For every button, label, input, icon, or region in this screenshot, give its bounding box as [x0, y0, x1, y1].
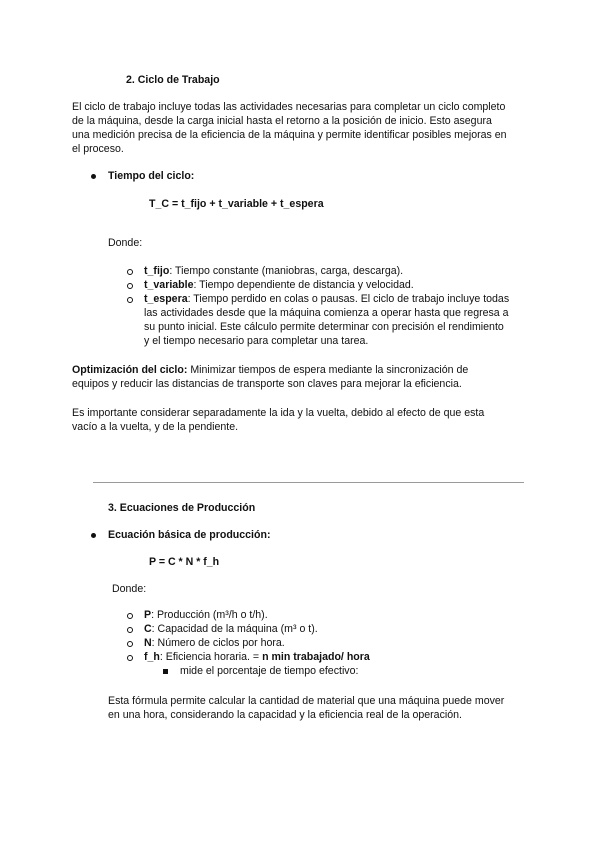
circle-bullet-icon: [127, 641, 133, 647]
term-name: t_fijo: [144, 265, 170, 277]
term-item: [144, 264, 403, 278]
term-name: C: [144, 623, 152, 635]
circle-bullet-icon: [127, 297, 133, 303]
term-desc: : Tiempo constante (maniobras, carga, descarga).: [169, 265, 404, 277]
term-item: [144, 650, 370, 664]
circle-bullet-icon: [127, 613, 133, 619]
paragraph-line: vacío a la vuelta, y de la pendiente.: [72, 421, 239, 433]
term-item: [144, 278, 414, 292]
term-name: t_variable: [144, 279, 194, 291]
term-name: f_h: [144, 651, 160, 663]
term-desc: : Tiempo perdido en colas o pausas. El ciclo de trabajo incluye todas: [187, 293, 510, 305]
production-equation-title: Ecuación básica de producción:: [108, 529, 271, 541]
term-bold-tail: n min trabajado/ hora: [262, 651, 370, 663]
section-3-heading: 3. Ecuaciones de Producción: [108, 502, 256, 514]
paragraph-line: Es importante considerar separadamente la ida y la vuelta, debido al efecto de que esta: [72, 407, 485, 419]
bullet-dot-icon: [91, 174, 96, 179]
paragraph-line: Esta fórmula permite calcular la cantidad de material que una máquina puede mover: [108, 695, 505, 707]
production-formula: P = C * N * f_h: [149, 556, 220, 568]
term-item: [144, 608, 268, 622]
term-desc: : Tiempo dependiente de distancia y velocidad.: [193, 279, 414, 291]
term-desc: : Producción (m³/h o t/h).: [151, 609, 268, 621]
term-item: [144, 292, 509, 306]
term-name: t_espera: [144, 293, 188, 305]
circle-bullet-icon: [127, 269, 133, 275]
term-desc-continued: las actividades desde que la máquina comienza a operar hasta que regresa a: [144, 307, 509, 319]
paragraph-line: una medición precisa de la eficiencia de la máquina y permite identificar posibles mejoras en: [72, 129, 507, 141]
optimization-paragraph: [72, 363, 468, 377]
paragraph-line: el proceso.: [72, 143, 124, 155]
term-name: N: [144, 637, 152, 649]
sub-item: mide el porcentaje de tiempo efectivo:: [180, 665, 359, 677]
bullet-dot-icon: [91, 533, 96, 538]
paragraph-line: equipos y reducir las distancias de transporte son claves para mejorar la eficiencia.: [72, 378, 462, 390]
term-desc-continued: su punto inicial. Este cálculo permite determinar con precisión el rendimiento: [144, 321, 504, 333]
optimization-text: Minimizar tiempos de espera mediante la sincronización de: [187, 364, 469, 376]
cycle-time-formula: T_C = t_fijo + t_variable + t_espera: [149, 198, 324, 210]
circle-bullet-icon: [127, 655, 133, 661]
term-name: P: [144, 609, 152, 621]
paragraph-line: El ciclo de trabajo incluye todas las actividades necesarias para completar un ciclo completo: [72, 101, 506, 113]
section-2-heading: 2. Ciclo de Trabajo: [126, 74, 220, 86]
square-bullet-icon: [163, 669, 168, 674]
cycle-time-title: Tiempo del ciclo:: [108, 170, 195, 182]
term-item: [144, 622, 318, 636]
optimization-label: Optimización del ciclo:: [72, 364, 188, 376]
donde-label: Donde:: [108, 237, 143, 249]
paragraph-line: en una hora, considerando la capacidad y la eficiencia real de la operación.: [108, 709, 462, 721]
term-desc-continued: y el tiempo necesario para completar una tarea.: [144, 335, 369, 347]
paragraph-line: de la máquina, desde la carga inicial hasta el retorno a la posición de inicio. Esto asegura: [72, 115, 492, 127]
term-desc: : Capacidad de la máquina (m³ o t).: [151, 623, 318, 635]
horizontal-divider: [93, 482, 524, 483]
circle-bullet-icon: [127, 627, 133, 633]
term-item: [144, 636, 285, 650]
circle-bullet-icon: [127, 283, 133, 289]
term-desc: : Eficiencia horaria. =: [159, 651, 263, 663]
donde-label: Donde:: [112, 583, 147, 595]
term-desc: : Número de ciclos por hora.: [151, 637, 285, 649]
